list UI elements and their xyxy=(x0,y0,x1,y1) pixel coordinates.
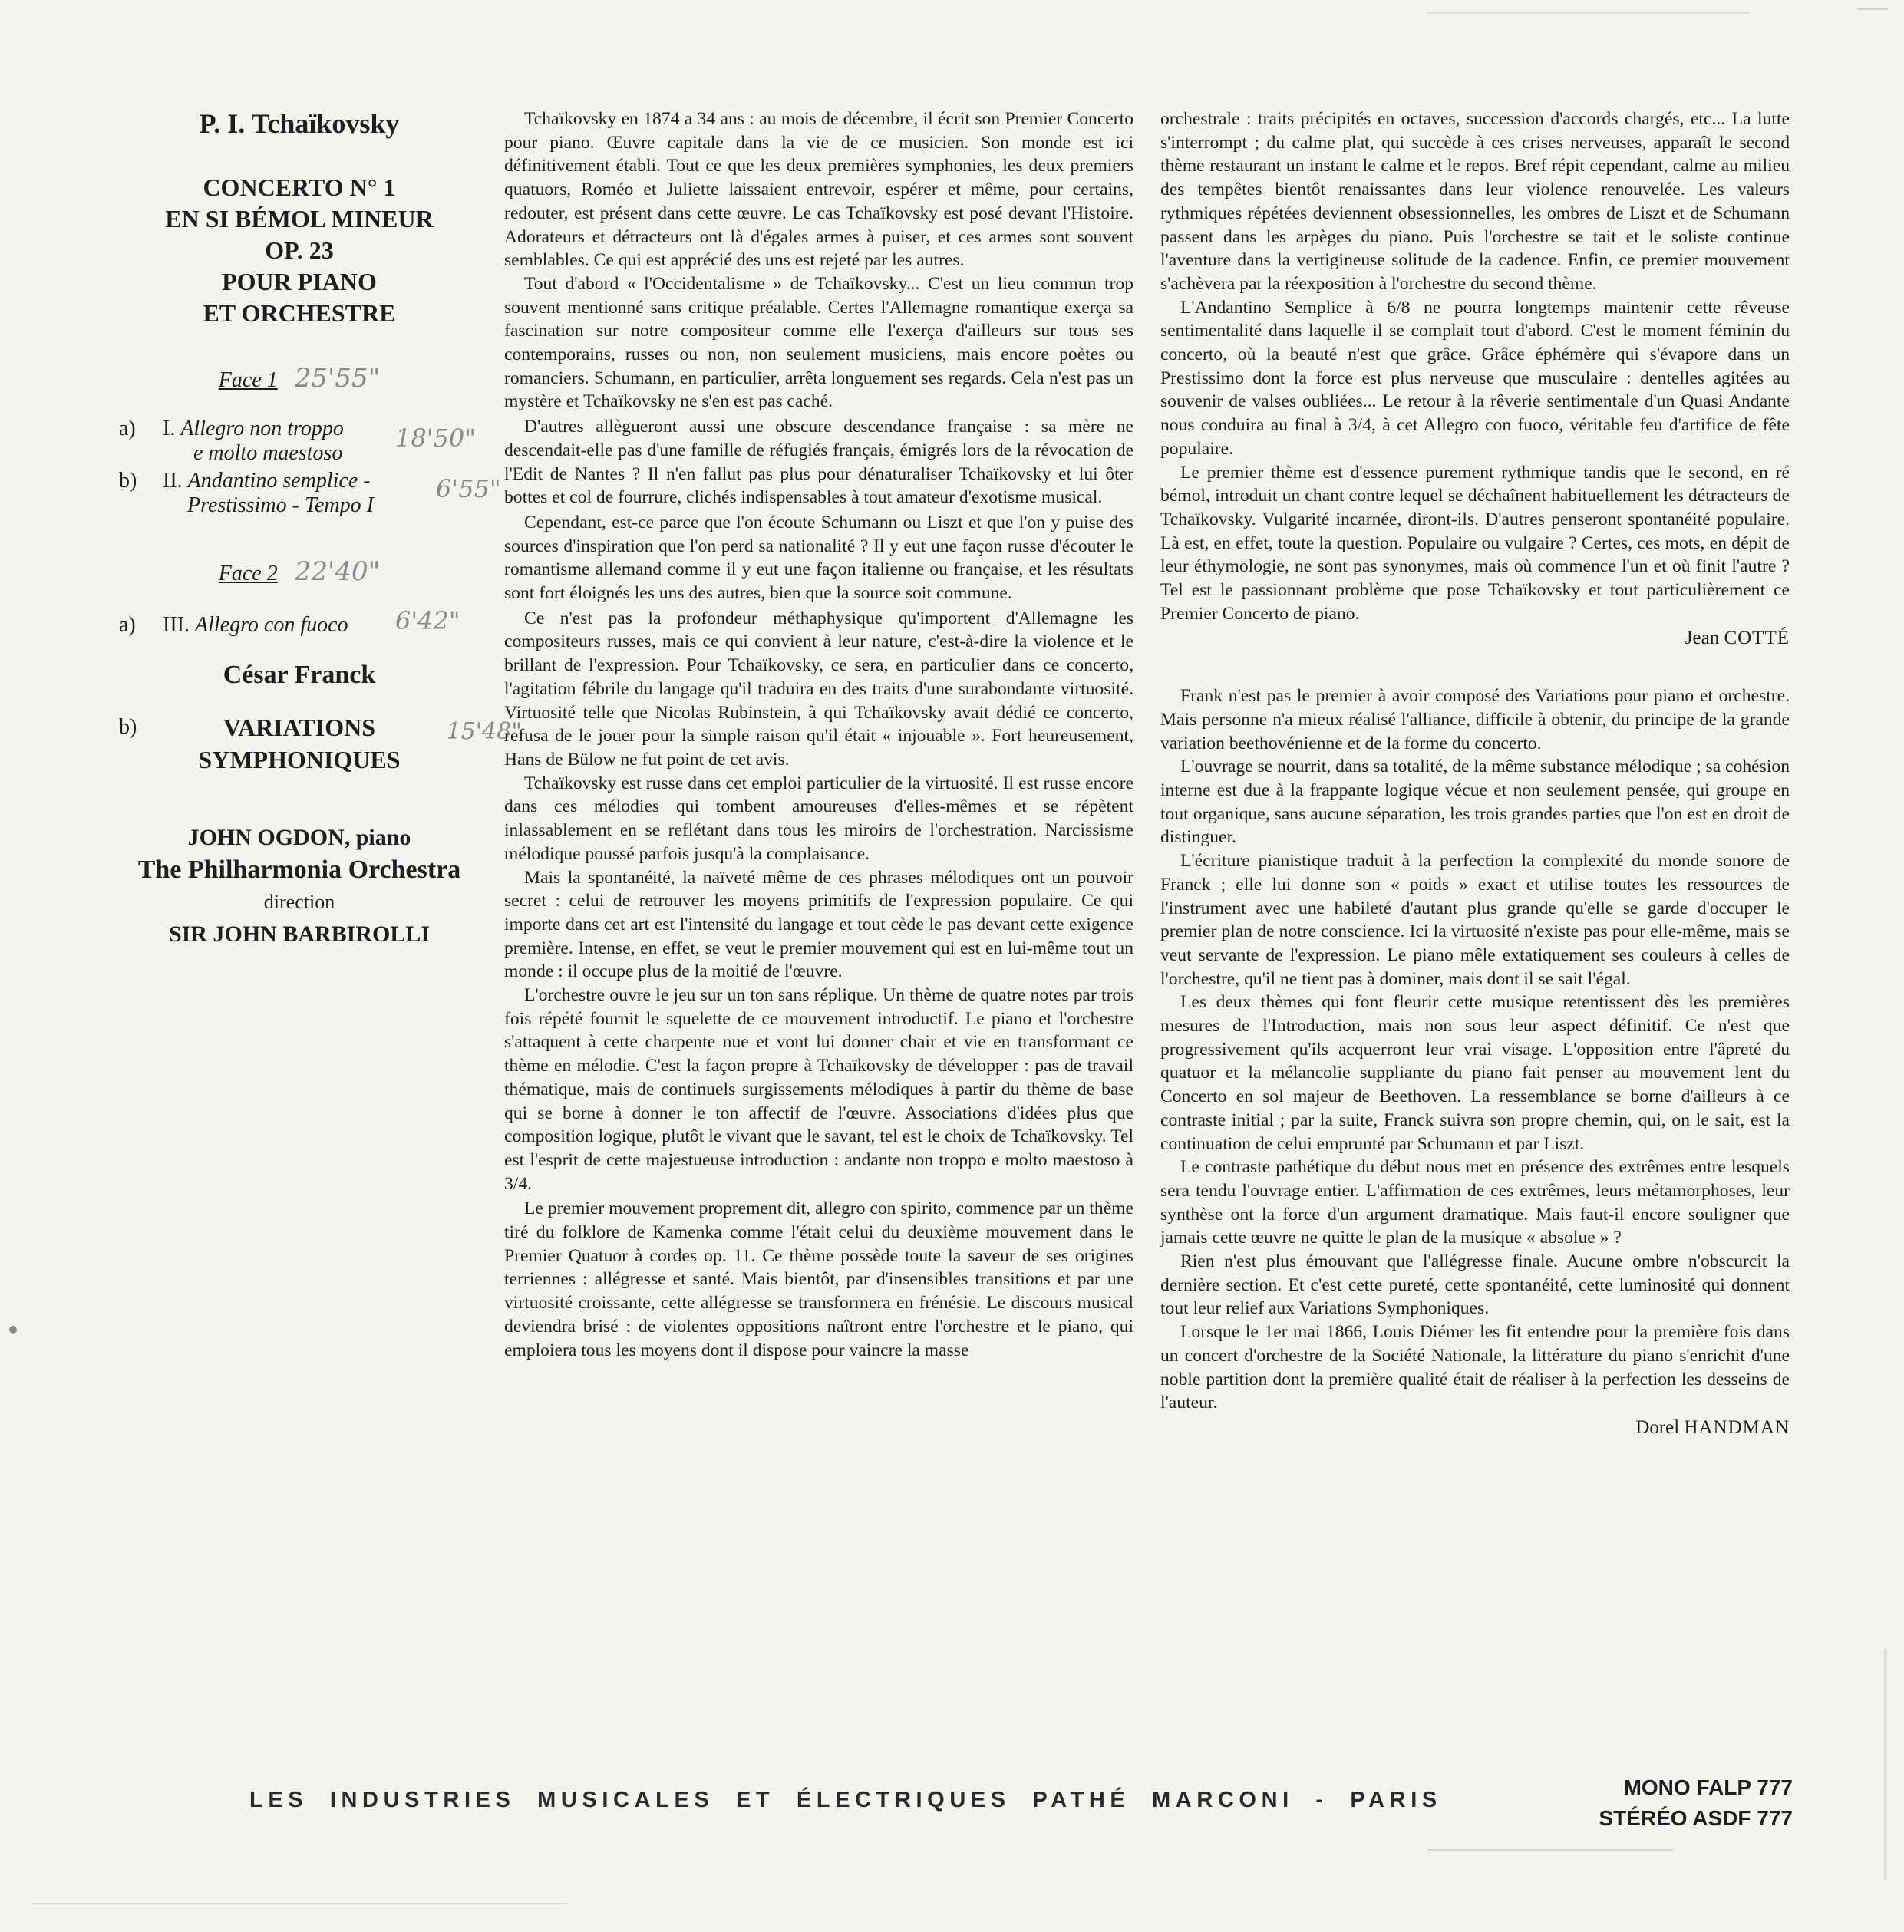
track-title-line2: e molto maestoso xyxy=(193,441,343,465)
title-line: ET ORCHESTRE xyxy=(203,299,396,327)
signature-dorel-handman xyxy=(1160,1416,1790,1440)
catalog-numbers xyxy=(1599,1772,1793,1834)
edge-wear xyxy=(1884,1650,1887,1880)
performers-credits xyxy=(107,822,491,951)
liner-notes-column-1 xyxy=(504,107,1133,1362)
signature-first-name: Jean xyxy=(1685,628,1720,649)
track-3-handwritten-duration: 6'42" xyxy=(395,606,460,635)
paragraph: L'Andantino Semplice à 6/8 ne pourra longtemps maintenir cette rêveuse sentimentalité dans laquelle il se complait tout d'abord. C'est le moment féminin du concerto, où la beauté n'est que grâce. Grâce éphémère qui s'évapore dans un Prestissimo dont la force est plus nerveuse que musculaire : dentelles agitées au souvenir de valses oubliées... Le retour à la rêverie sentimentale d'un Quasi Andante nous conduira au final à 3/4, à cet Allegro con fuoco, véritable feu d'artifice de fête populaire. xyxy=(1160,297,1790,459)
paragraph: Frank n'est pas le premier à avoir composé des Variations pour piano et orchestre. Mais personne n'a mieux réalisé l'alliance, difficile à obtenir, du principe de la grande variation beethovénienne et de la forme du concerto. xyxy=(1160,686,1790,753)
paragraph: Tchaïkovsky en 1874 a 34 ans : au mois de décembre, il écrit son Premier Concerto pour piano. Œuvre capitale dans la vie de ce musicien. Son monde est ici définitivement établi. Tout ce que les deux premières symphonies, les deux premiers quatuors, Roméo et Juliette laissaient entrevoir, espérer et même, pour certains, redouter, est présent dans cette œuvre. Le cas Tchaïkovsky est posé devant l'Histoire. Adorateurs et détracteurs ont là d'égales armes à puiser, et ces armes sont souvent semblables. Ce qui est apprécié des uns est rejeté par les autres. xyxy=(504,109,1133,271)
paragraph: Mais la spontanéité, la naïveté même de ces phrases mélodiques ont un pouvoir secret : celui de retrouver les moyens primitifs de l'expression populaire. Ce qui importe dans cet art est l'intensité du langage et tout cède le pas devant cette exigence première. Intense, en effet, se veut le premier mouvement qui est en lui-même tout un monde : il occupe plus de la moitié de l'œuvre. xyxy=(504,867,1133,982)
print-scratch xyxy=(1427,12,1750,14)
signature-jean-cotte xyxy=(1160,627,1790,651)
track-2 xyxy=(107,469,501,518)
track-number: III. xyxy=(163,613,190,637)
orchestra: The Philharmonia Orchestra xyxy=(137,856,461,884)
track-title-line2: Prestissimo - Tempo I xyxy=(187,493,374,517)
liner-notes-column-2 xyxy=(1160,107,1790,1440)
conductor: SIR JOHN BARBIROLLI xyxy=(168,921,431,947)
pianist: JOHN OGDON, piano xyxy=(187,825,411,850)
track-3 xyxy=(107,606,491,638)
work-title-concerto xyxy=(107,172,491,329)
track-1 xyxy=(107,417,491,466)
paragraph: L'orchestre ouvre le jeu sur un ton sans réplique. Un thème de quatre notes par trois fois répété fournit le squelette de ce mouvement introductif. Le piano et l'orchestre s'attaquent à cette charpente nue et vont lui donner chair et vie en transformant ce thème en mélodie. C'est la façon propre à Tchaïkovsky de développer : pas de travail thématique, mais de continuels surgissements mélodiques à partir du thème de base qui se borne à donner le ton affectif de l'œuvre. Associations d'idées plus que composition logique, plutôt le vivant que le savant, tel est le choix de Tchaïkovsky. Tel est l'esprit de cette majestueuse introduction : andante non troppo e molto maestoso à 3/4. xyxy=(504,985,1133,1194)
paragraph: Lorsque le 1er mai 1866, Louis Diémer les fit entendre pour la première fois dans un concert d'orchestre de la Société Nationale, la littérature du piano s'enrichit d'une noble partition dont la première qualité était de réaliser à la perfection les desseins de l'auteur. xyxy=(1160,1322,1790,1413)
paragraph: Ce n'est pas la profondeur méthaphysique qu'importent d'Allemagne les compositeurs russes, mais ce qui convient à leur nature, c'est-à-dire la violence et le brillant de l'expression. Pour Tchaïkovsky, ce sera, en particulier dans ce concerto, l'agitation fébrile du langage qu'il traduira en des traits d'une surabondante virtuosité. Virtuosité telle que Nicolas Rubinstein, à qui Tchaïkovsky avait dédié ce concerto, refusa de le jouer pour la simple raison qu'il était « injouable ». Fort heureusement, Hans de Bülow ne fut point de cet avis. xyxy=(504,608,1133,770)
edge-wear xyxy=(1857,8,1888,10)
work-title-line2: SYMPHONIQUES xyxy=(198,746,401,773)
paragraph: L'ouvrage se nourrit, dans sa totalité, de la même substance mélodique ; sa cohésion interne est due à la frappante logique vécue et non seulement pensée, qui groupe en tout organique, sans aucune séparation, les trois grandes parties que l'on est en droit de distinguer. xyxy=(1160,757,1790,848)
track-number: II. xyxy=(163,469,183,493)
composer-tchaikovsky: P. I. Tchaïkovsky xyxy=(199,108,400,139)
track-title: Allegro con fuoco xyxy=(194,613,348,637)
direction-label: direction xyxy=(263,891,335,913)
paragraph: Rien n'est plus émouvant que l'allégresse finale. Aucune ombre n'obscurcit la dernière section. Et c'est cette pureté, cette spontanéité, cette luminosité qui donnent tout leur relief aux Variations Symphoniques. xyxy=(1160,1251,1790,1319)
composer-franck: César Franck xyxy=(223,661,376,689)
title-line: POUR PIANO xyxy=(222,268,377,295)
face-1-handwritten-duration: 25'55" xyxy=(294,363,381,394)
print-scratch xyxy=(1427,1849,1673,1851)
paragraph: Le contraste pathétique du début nous met en présence des extrêmes entre lesquels sera tendu l'ouvrage entier. L'affirmation de ces extrêmes, leurs métamorphoses, leur synthèse ont la force d'un argument dramatique. Mais faut-il encore souligner que jamais cette œuvre ne quitte le plan de la musique « absolue » ? xyxy=(1160,1157,1790,1248)
face-2-handwritten-duration: 22'40" xyxy=(294,556,381,587)
track-letter: a) xyxy=(119,417,136,440)
print-speck xyxy=(9,1326,17,1334)
signature-first-name: Dorel xyxy=(1635,1416,1680,1438)
stereo-catalog-number: STÉRÉO ASDF 777 xyxy=(1599,1806,1793,1830)
program-listing xyxy=(107,107,522,951)
publisher-line: LES INDUSTRIES MUSICALES ET ÉLECTRIQUES PATHÉ MARCONI - PARIS xyxy=(249,1788,1442,1812)
paragraph: D'autres allègueront aussi une obscure descendance française : sa mère ne descendait-elle pas d'une famille de réfugiés français, émigrés lors de la révocation de l'Edit de Nantes ? Il n'en fallut pas plus pour dénaturaliser Tchaïkovsky et lui ôter bottes et col de fourrure, clichés indispensables à tout amateur d'exotisme musical. xyxy=(504,417,1133,508)
face-1-header xyxy=(107,363,491,397)
track-title-line1: Andantino semplice - xyxy=(187,469,371,493)
work-title-line1: VARIATIONS xyxy=(223,714,375,741)
paragraph: L'écriture pianistique traduit à la perfection la complexité du monde sonore de Franck ; elle lui donne son « poids » exact et utilise toutes les ressources de l'instrument avec une habileté d'autant plus grande qu'elle se garde d'occuper le premier plan de notre conscience. Ici la virtuosité n'existe pas pour elle-même, mais se veut servante de l'expression. Le piano mêle extatiquement ses couleurs à celles de l'orchestre, qu'il ne tient pas à dominer, mais dont il se sait l'égal. xyxy=(1160,851,1790,989)
work-variations xyxy=(107,711,522,776)
paragraph: Cependant, est-ce parce que l'on écoute Schumann ou Liszt et que l'on y puise des sources d'inspiration que l'on perd sa nationalité ? Il y eut une façon russe d'écouter le romantisme allemand comme il y eut une façon italienne ou française, et les résultats sont fort éloignés les uns des autres, bien que la source soit commune. xyxy=(504,512,1133,604)
paragraph: Le premier thème est d'essence purement rythmique tandis que le second, en ré bémol, introduit un chant contre lequel se déchaînent habituellement les détracteurs de Tchaïkovsky. Vulgarité incarnée, diront-ils. D'autres penseront spontanéité populaire. Là est, en effet, toute la question. Populaire ou vulgaire ? Certes, ces mots, en dépit de leur éthymologie, ne sont pas synonymes, mais où commence l'un et où finit l'autre ? Tel est le passionnant problème que pose Tchaïkovsky et tout particulièrement ce Premier Concerto de piano. xyxy=(1160,462,1790,624)
track-number: I. xyxy=(163,417,176,440)
track-1-handwritten-duration: 18'50" xyxy=(395,424,476,453)
paragraph: Le premier mouvement proprement dit, allegro con spirito, commence par un thème tiré du folklore de Kamenka comme l'était celui du deuxième mouvement dans le Premier Quatuor à cordes op. 11. Ce thème possède toute la saveur de ses origines terriennes : allégresse et santé. Mais bientôt, par d'insensibles transitions et par une virtuosité croissante, cette allégresse se transformera en frénésie. Le discours musical deviendra brisé : de violentes oppositions naîtront entre l'orchestre et le piano, qui emploiera tous les moyens dont il dispose pour vaincre la masse xyxy=(504,1198,1133,1360)
face-2-header xyxy=(107,556,491,590)
print-scratch xyxy=(31,1903,568,1904)
mono-catalog-number: MONO FALP 777 xyxy=(1623,1775,1793,1799)
track-2-handwritten-duration: 6'55" xyxy=(436,474,501,503)
track-letter: a) xyxy=(119,613,136,637)
paragraph: Les deux thèmes qui font fleurir cette musique retentissent dès les premières mesures de l'Introduction, mais non sous leur aspect définitif. Ce n'est que progressivement qu'ils acquerront leur vrai visage. L'opposition entre l'âpreté du quatuor et la mélancolie suppliante du piano fait penser au mouvement lent du Concerto en sol majeur de Beethoven. La ressemblance se borne d'ailleurs à ce contraste initial ; par la suite, Franck suivra son propre chemin, qui, on le sait, est la continuation de celui emprunté par Schumann et par Liszt. xyxy=(1160,992,1790,1154)
section-divider xyxy=(1160,651,1790,684)
track-letter: b) xyxy=(119,469,137,493)
title-line: CONCERTO N° 1 xyxy=(203,173,396,201)
work-handwritten-duration: 15'48" xyxy=(446,718,522,745)
paragraph: Tchaïkovsky est russe dans cet emploi particulier de la virtuosité. Il est russe encore dans ces mélodies qui tombent amoureuses d'elles-mêmes et se répètent inlassablement en se reflétant dans tous les miroirs de l'orchestration. Narcissisme mélodique poussé parfois jusqu'à la complaisance. xyxy=(504,773,1133,864)
title-line: EN SI BÉMOL MINEUR xyxy=(165,205,434,232)
paragraph: Tout d'abord « l'Occidentalisme » de Tchaïkovsky... C'est un lieu commun trop souvent mentionné sans critique préalable. Certes l'Allemagne romantique exerça sa fascination sur notre compositeur comme elle l'exerça d'ailleurs sur tous ses contemporains, russes ou non, non seulement musiciens, mais encore poètes ou romanciers. Schumann, en particulier, arrêta longuement ses regards. Cela n'est pas un mystère et Tchaïkovsky ne s'en est pas caché. xyxy=(504,273,1133,412)
signature-last-name: COTTÉ xyxy=(1724,628,1790,649)
title-line: OP. 23 xyxy=(265,236,334,264)
face-2-label: Face 2 xyxy=(218,562,278,585)
face-1-label: Face 1 xyxy=(218,368,278,392)
track-title-line1: Allegro non troppo xyxy=(180,417,344,440)
signature-last-name: HANDMAN xyxy=(1684,1416,1790,1438)
paragraph: orchestrale : traits précipités en octaves, succession d'accords chargés, etc... La lutte s'interrompt ; du calme plat, qui succède à ces crises nerveuses, apparaît le second thème restaurant un instant le calme et le repos. Bref répit cependant, calme au milieu des tempêtes bientôt renaissantes dans leur violence renouvelée. Les valeurs rythmiques répétées deviennent obsessionnelles, les ombres de Liszt et de Schumann passent dans les arpèges du piano. Puis l'orchestre se tait et le soliste continue l'aventure dans la vertigineuse solitude de la cadence. Enfin, ce premier mouvement s'achèvera par la réexposition à l'orchestre du second thème. xyxy=(1160,109,1790,294)
track-letter: b) xyxy=(119,715,137,739)
